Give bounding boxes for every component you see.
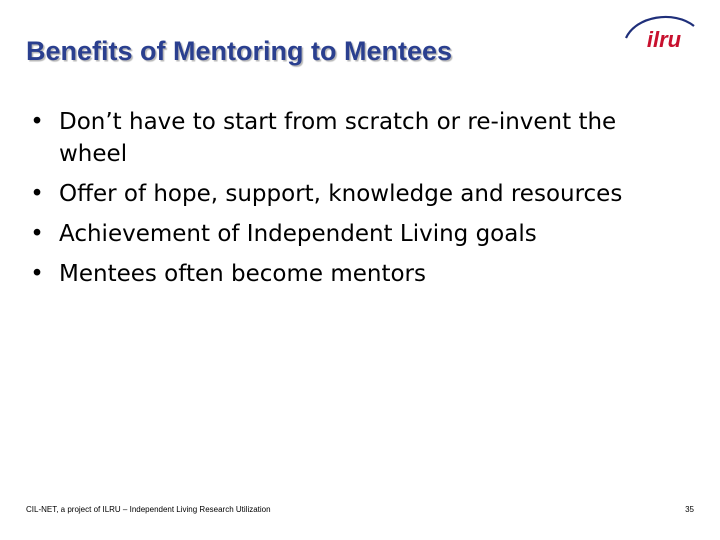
page-number: 35 [685,505,694,514]
bullet-text: Offer of hope, support, knowledge and resources [59,181,623,207]
bullet-list [30,106,690,298]
bullet-item [30,106,690,170]
bullet-text: Achievement of Independent Living goals [59,221,537,247]
slide-title: Benefits of Mentoring to Mentees [26,36,453,66]
bullet-icon: • [30,109,44,135]
bullet-icon: • [30,261,44,287]
bullet-text: Mentees often become mentors [59,261,427,287]
bullet-icon: • [30,221,44,247]
bullet-item [30,218,690,250]
bullet-text: Don’t have to start from scratch or re-invent the wheel [59,109,617,167]
bullet-icon: • [30,181,44,207]
slide-footer: CIL-NET, a project of ILRU – Independent Living Research Utilization [26,505,271,514]
bullet-item [30,258,690,290]
logo-text: ilru [646,27,682,52]
bullet-item [30,178,690,210]
ilru-logo-icon [622,10,698,54]
